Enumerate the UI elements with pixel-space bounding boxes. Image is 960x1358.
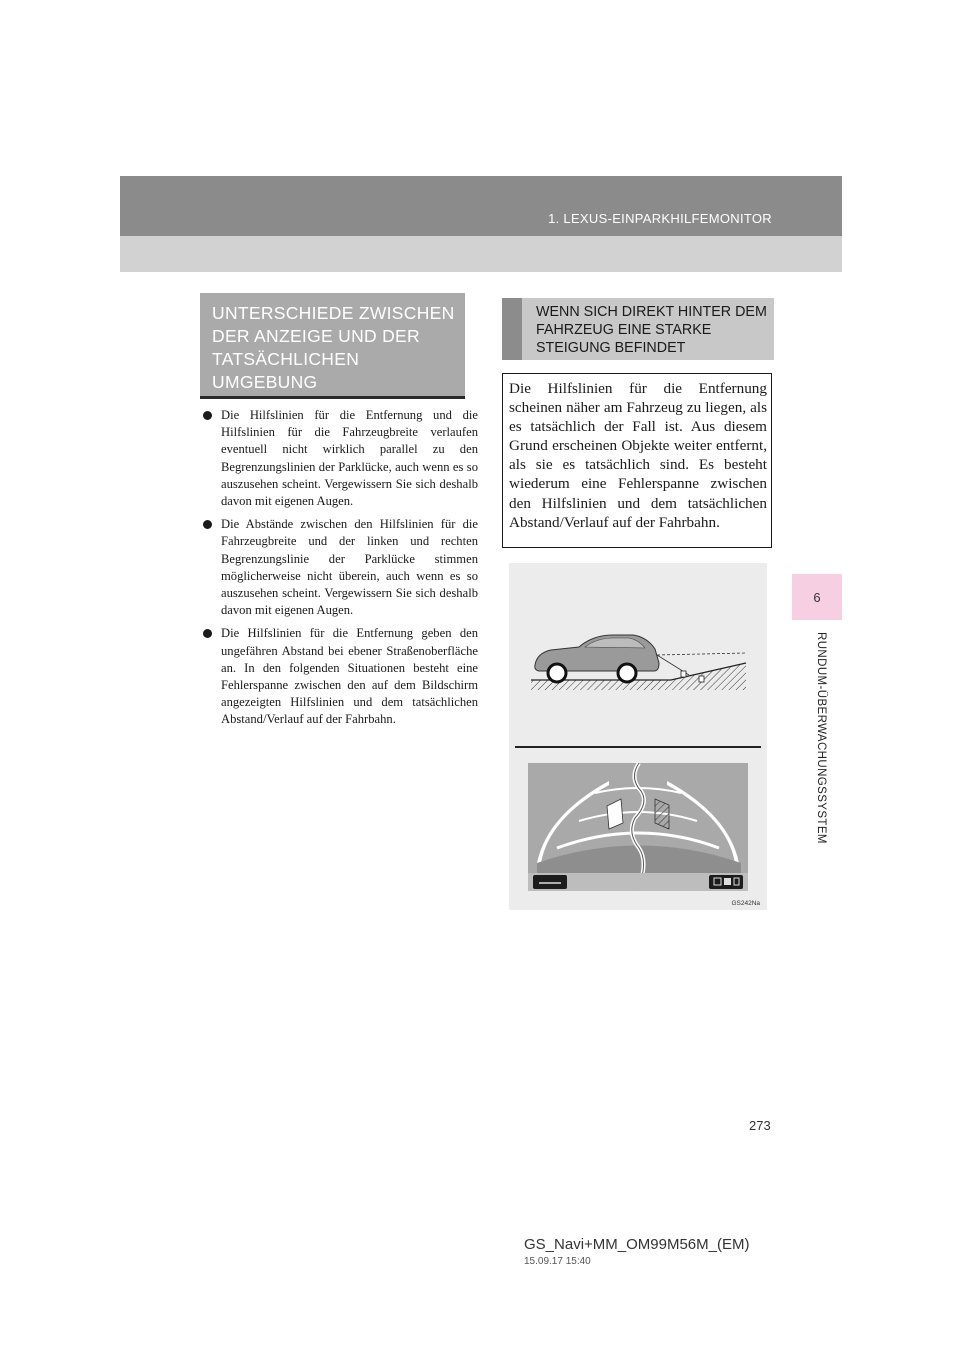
- document-id: GS_Navi+MM_OM99M56M_(EM): [524, 1236, 750, 1253]
- header-subband: [120, 236, 842, 272]
- chapter-tab[interactable]: [792, 574, 842, 620]
- section-path: 1. LEXUS-EINPARKHILFEMONITOR: [548, 211, 772, 226]
- print-timestamp: 15.09.17 15:40: [524, 1256, 591, 1267]
- bullet-item: [203, 407, 478, 510]
- side-view-scene: [531, 635, 746, 690]
- bullet-dot-icon: [203, 520, 212, 529]
- camera-screen: [528, 763, 748, 891]
- bullet-item: [203, 625, 478, 728]
- bullet-text: Die Hilfslinien für die Entfernung geben den ungefähren Abstand bei ebener Straßenoberfläche an. In den folgenden Situationen besteht eine Fehlerspanne zwischen den auf dem Bildschirm angezeigten Hilfslinien und dem tatsächlichen Abstand/Verlauf auf der Fahrbahn.: [221, 626, 478, 727]
- bullet-list: [203, 407, 478, 735]
- right-section-heading: WENN SICH DIREKT HINTER DEM FAHRZEUG EINE STARKE STEIGUNG BEFINDET: [536, 304, 767, 356]
- bullet-dot-icon: [203, 411, 212, 420]
- chapter-number: 6: [813, 589, 821, 605]
- slope-illustration: [509, 563, 767, 910]
- illustration-figure: [509, 563, 767, 910]
- bullet-text: Die Abstände zwischen den Hilfslinien für die Fahrzeugbreite und der linken und rechten Begrenzungslinie der Parklücke stimmen möglicherweise nicht überein, auch wenn es so auszusehen scheint. Vergewissern Sie sich deshalb davon mit eigenen Augen.: [221, 517, 478, 618]
- header-band: [120, 176, 842, 236]
- chapter-side-label: RUNDUM-ÜBERWACHUNGSSYSTEM: [815, 632, 827, 844]
- explanation-text: Die Hilfslinien für die Entfernung scheinen näher am Fahrzeug zu liegen, als es tatsächlich der Fall ist. Aus diesem Grund erscheinen Objekte weiter entfernt, als sie es tatsächlich sind. Es besteht wiederum eine Fehlerspanne zwischen den Hilfslinien und dem tatsächlichen Abstand/Verlauf auf der Fahrbahn.: [509, 380, 767, 531]
- bullet-dot-icon: [203, 629, 212, 638]
- heading-marker: [502, 298, 522, 360]
- left-section-heading: UNTERSCHIEDE ZWISCHEN DER ANZEIGE UND DER TATSÄCHLICHEN UMGEBUNG: [212, 303, 455, 392]
- page-number: 273: [749, 1118, 771, 1133]
- bullet-item: [203, 516, 478, 619]
- bullet-text: Die Hilfslinien für die Entfernung und die Hilfslinien für die Fahrzeugbreite verlaufen eventuell nicht wirklich parallel zu den Begrenzungslinien der Parklücke, auch wenn es so auszusehen scheint. Vergewissern Sie sich deshalb davon mit eigenen Augen.: [221, 408, 478, 509]
- left-section-heading-box: [200, 293, 465, 399]
- screen-left-button: [533, 875, 567, 889]
- figure-code: GS242Na: [731, 900, 760, 907]
- right-section-heading-box: [502, 298, 774, 360]
- explanation-box: [502, 373, 772, 548]
